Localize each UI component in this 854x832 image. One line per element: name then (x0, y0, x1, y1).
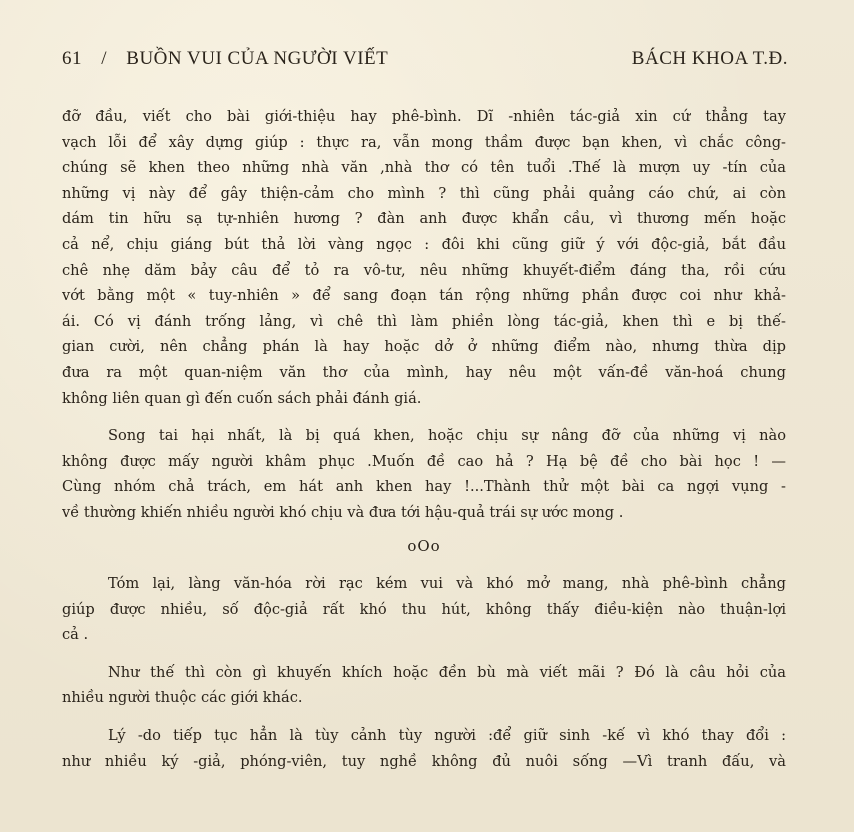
text-line: chê nhẹ dăm bảy câu để tỏ ra vô-tư, nêu những khuyết-điểm đáng tha, rồi cứu (62, 261, 786, 279)
paragraph (62, 723, 786, 774)
text-line: cả nể, chịu giáng bút thả lời vàng ngọc : đôi khi cũng giữ ý với độc-giả, bắt đầu (62, 235, 786, 253)
header-left (62, 48, 388, 70)
text-line: gian cười, nên chẳng phán là hay hoặc dở ở những điểm nào, nhưng thừa dịp (62, 338, 786, 356)
text-line: đưa ra một quan-niệm văn thơ của mình, hay nêu một vấn-đề văn-hoá chung (62, 363, 786, 381)
text-line: Song tai hại nhất, là bị quá khen, hoặc chịu sự nâng đỡ của những vị nào (108, 427, 786, 445)
paragraph (62, 104, 786, 411)
text-line: Tóm lại, làng văn-hóa rời rạc kém vui và khó mở mang, nhà phê-bình chẳng (108, 575, 786, 593)
running-title: BUỒN VUI CỦA NGƯỜI VIẾT (126, 48, 389, 69)
article-body (62, 104, 786, 774)
text-line: không được mấy người khâm phục .Muốn đề cao hả ? Hạ bệ đề cho bài học ! — (62, 452, 786, 470)
paragraph-gap (62, 711, 786, 723)
text-line: về thường khiến nhiều người khó chịu và đưa tới hậu-quả trái sự ước mong . (62, 503, 624, 521)
text-line: nhiều người thuộc các giới khác. (62, 689, 303, 707)
text-line: dám tin hữu sạ tự-nhiên hương ? đàn anh được khẩn cầu, vì thương mến hoặc (62, 210, 786, 228)
page-header (62, 48, 788, 74)
page-number: 61 (62, 48, 82, 69)
text-line: vớt bằng một « tuy-nhiên » để sang đoạn tán rộng những phần được coi như khả- (62, 287, 786, 305)
text-line: chúng sẽ khen theo những nhà văn ,nhà thơ có tên tuổi .Thế là mượn uy -tín của (62, 159, 786, 177)
text-line: Như thế thì còn gì khuyến khích hoặc đền bù mà viết mãi ? Đó là câu hỏi của (108, 663, 786, 681)
text-line: giúp được nhiều, số độc-giả rất khó thu hút, không thấy điều-kiện nào thuận-lợi (62, 600, 786, 618)
publication-title: BÁCH KHOA T.Đ. (631, 48, 788, 69)
paragraph (62, 571, 786, 648)
text-line: ái. Có vị đánh trống lảng, vì chê thì làm phiền lòng tác-giả, khen thì e bị thế- (62, 312, 786, 330)
paragraph-gap (62, 411, 786, 423)
text-line: Cùng nhóm chả trách, em hát anh khen hay !...Thành thử một bài ca ngợi vụng - (62, 478, 786, 496)
text-line: không liên quan gì đến cuốn sách phải đánh giá. (62, 389, 422, 407)
text-line: những vị này để gây thiện-cảm cho mình ? thì cũng phải quảng cáo chứ, ai còn (62, 184, 786, 202)
text-line: đỡ đầu, viết cho bài giới-thiệu hay phê-bình. Dĩ -nhiên tác-giả xin cứ thẳng tay (62, 108, 786, 125)
paragraph (62, 660, 786, 711)
header-separator: / (101, 48, 108, 69)
text-line: như nhiều ký -giả, phóng-viên, tuy nghề không đủ nuôi sống —Vì tranh đấu, và (62, 752, 786, 770)
paragraph (62, 423, 786, 525)
text-line: cả . (62, 626, 89, 644)
text-line: Lý -do tiếp tục hẳn là tùy cảnh tùy người :để giữ sinh -kế vì khó thay đổi : (108, 727, 786, 745)
section-divider: oOo (407, 536, 441, 555)
text-line: vạch lỗi để xây dựng giúp : thực ra, vẫn mong thầm được bạn khen, vì chắc công- (62, 133, 786, 151)
paragraph-gap (62, 648, 786, 660)
